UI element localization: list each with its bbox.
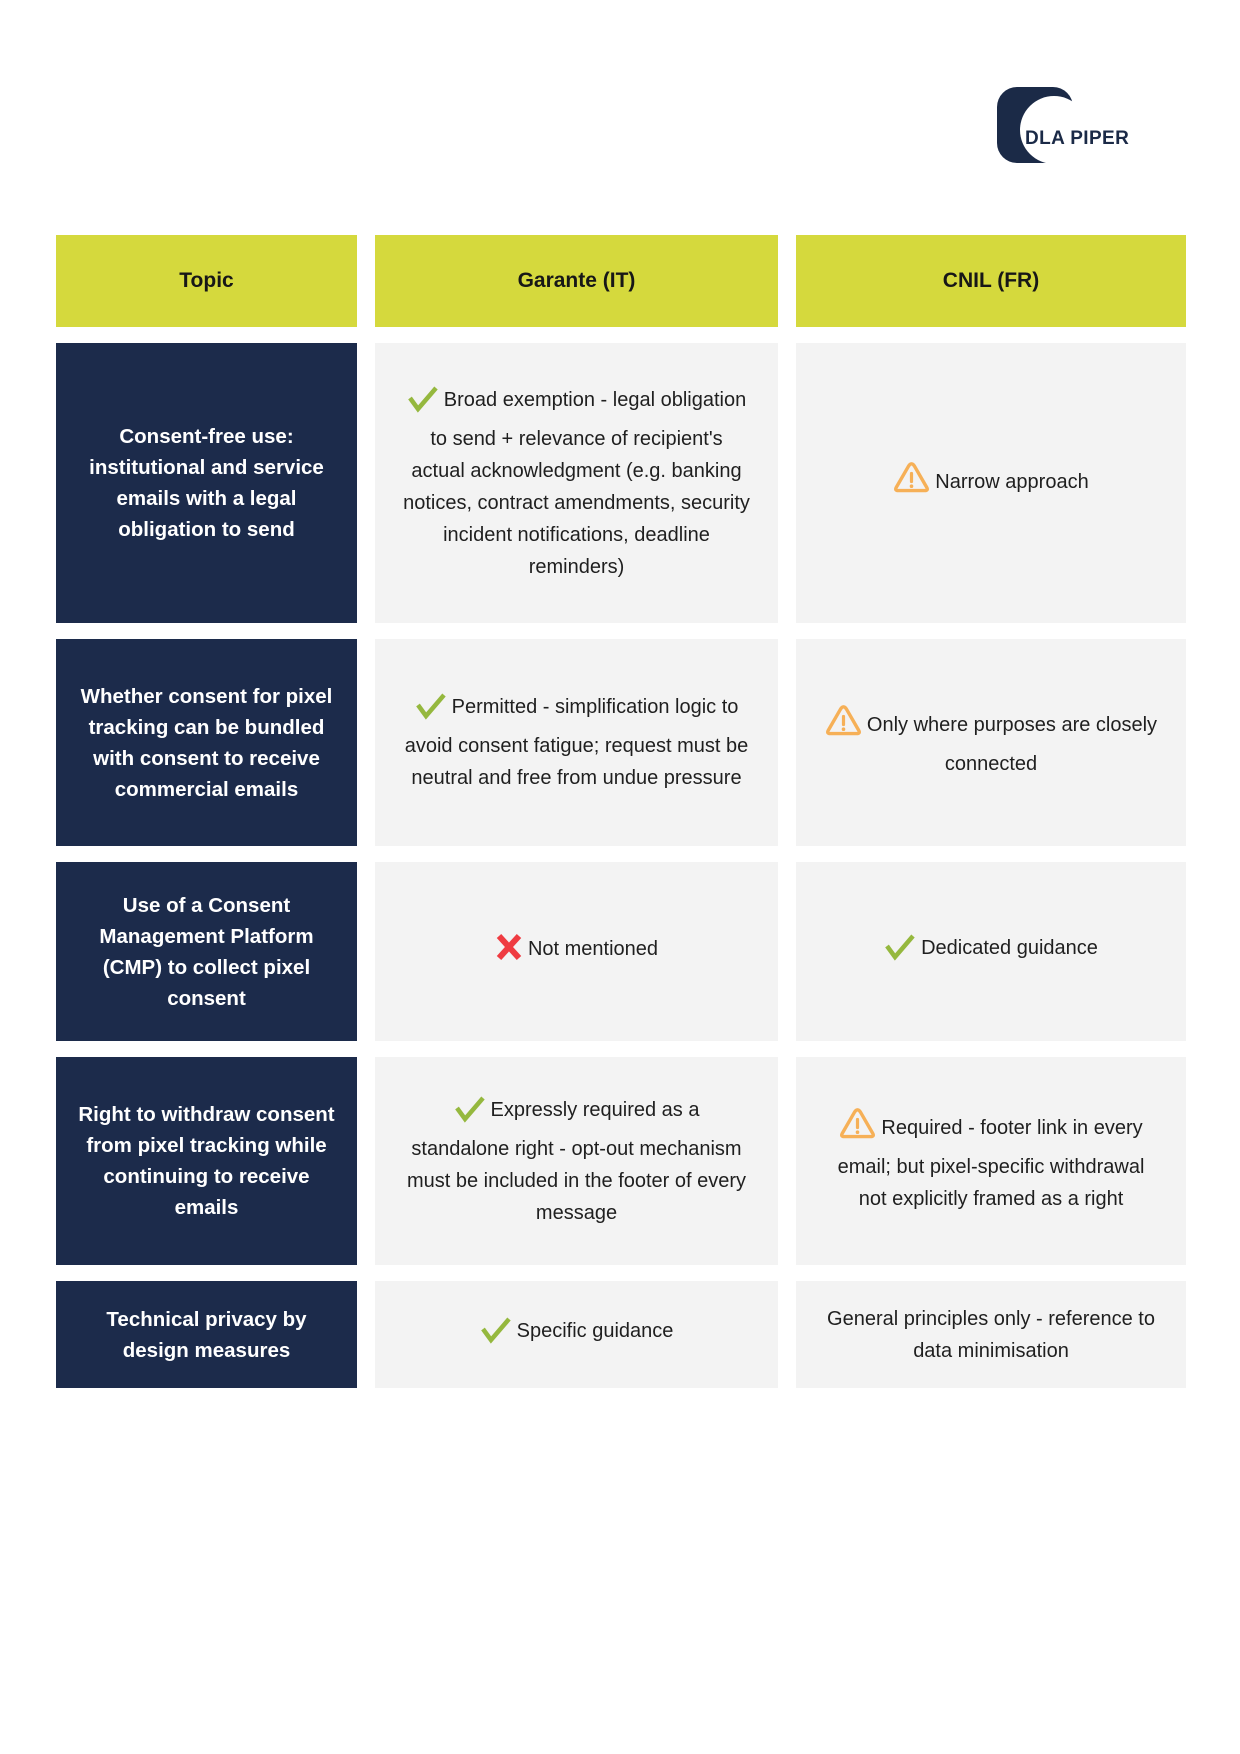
- topic-text: Use of a Consent Management Platform (CMP) to collect pixel consent: [99, 893, 314, 1010]
- comparison-table: [56, 235, 1186, 1388]
- cnil-cell-row1: [796, 343, 1186, 623]
- garante-text: Not mentioned: [527, 937, 659, 960]
- check-icon: [884, 933, 916, 971]
- cnil-cell-row5: [796, 1281, 1186, 1388]
- header-topic: [56, 235, 357, 327]
- topic-cell-bundled-consent: [56, 639, 357, 846]
- garante-cell-row4: [375, 1057, 778, 1265]
- cnil-text: Required - footer link in every email; but pixel-specific withdrawal not explicitly framed as a right: [837, 1116, 1145, 1210]
- garante-text: Permitted - simplification logic to avoid consent fatigue; request must be neutral and free from undue pressure: [404, 696, 749, 789]
- cnil-cell-row4: [796, 1057, 1186, 1265]
- topic-text: Consent-free use: institutional and service emails with a legal obligation to send: [89, 425, 324, 541]
- topic-cell-withdraw-consent: [56, 1057, 357, 1265]
- cell-paragraph: [403, 691, 750, 794]
- cell-paragraph: [824, 705, 1158, 780]
- dla-piper-wordmark: DLA PIPER: [1025, 128, 1130, 149]
- cell-paragraph: [403, 1094, 750, 1229]
- cnil-text: Narrow approach: [935, 470, 1089, 493]
- cnil-cell-row3: [796, 862, 1186, 1041]
- header-cnil: [796, 235, 1186, 327]
- check-icon: [407, 385, 439, 423]
- garante-cell-row5: [375, 1281, 778, 1388]
- cnil-text: General principles only - reference to data minimisation: [827, 1307, 1155, 1362]
- topic-text: Technical privacy by design measures: [106, 1307, 307, 1362]
- cnil-text: Dedicated guidance: [921, 937, 1098, 959]
- cell-paragraph: [884, 932, 1098, 971]
- cross-icon: [495, 932, 523, 972]
- warning-icon: [825, 705, 862, 748]
- topic-cell-cmp: [56, 862, 357, 1041]
- garante-text: Broad exemption - legal obligation to send + relevance of recipient's actual acknowledgment (e.g. banking notices, contract amendments, security incident notifications, deadline reminders): [403, 388, 750, 578]
- warning-icon: [893, 462, 930, 505]
- topic-text: Right to withdraw consent from pixel tracking while continuing to receive emails: [78, 1103, 335, 1219]
- garante-text: Expressly required as a standalone right - opt-out mechanism must be included in the footer of every message: [406, 1098, 747, 1224]
- dla-piper-logo: [997, 87, 1073, 163]
- cell-paragraph: [824, 1108, 1158, 1215]
- cell-paragraph: [403, 384, 750, 583]
- cnil-cell-row2: [796, 639, 1186, 846]
- garante-cell-row2: [375, 639, 778, 846]
- garante-cell-row3: [375, 862, 778, 1041]
- topic-text: Whether consent for pixel tracking can be bundled with consent to receive commercial emails: [80, 684, 333, 801]
- header-topic-label: Topic: [179, 269, 234, 292]
- header-cnil-label: CNIL (FR): [942, 269, 1040, 292]
- cell-paragraph: [480, 1315, 674, 1354]
- topic-cell-privacy-by-design: [56, 1281, 357, 1388]
- cell-paragraph: [824, 1303, 1158, 1367]
- cnil-text: Only where purposes are closely connected: [866, 714, 1158, 775]
- check-icon: [415, 692, 447, 730]
- check-icon: [480, 1316, 512, 1354]
- garante-cell-row1: [375, 343, 778, 623]
- header-garante-label: Garante (IT): [517, 269, 636, 292]
- cell-paragraph: [495, 932, 658, 972]
- garante-text: Specific guidance: [516, 1320, 674, 1342]
- check-icon: [454, 1095, 486, 1133]
- cell-paragraph: [893, 462, 1088, 505]
- topic-cell-consent-free-use: [56, 343, 357, 623]
- warning-icon: [839, 1108, 876, 1151]
- header-garante: [375, 235, 778, 327]
